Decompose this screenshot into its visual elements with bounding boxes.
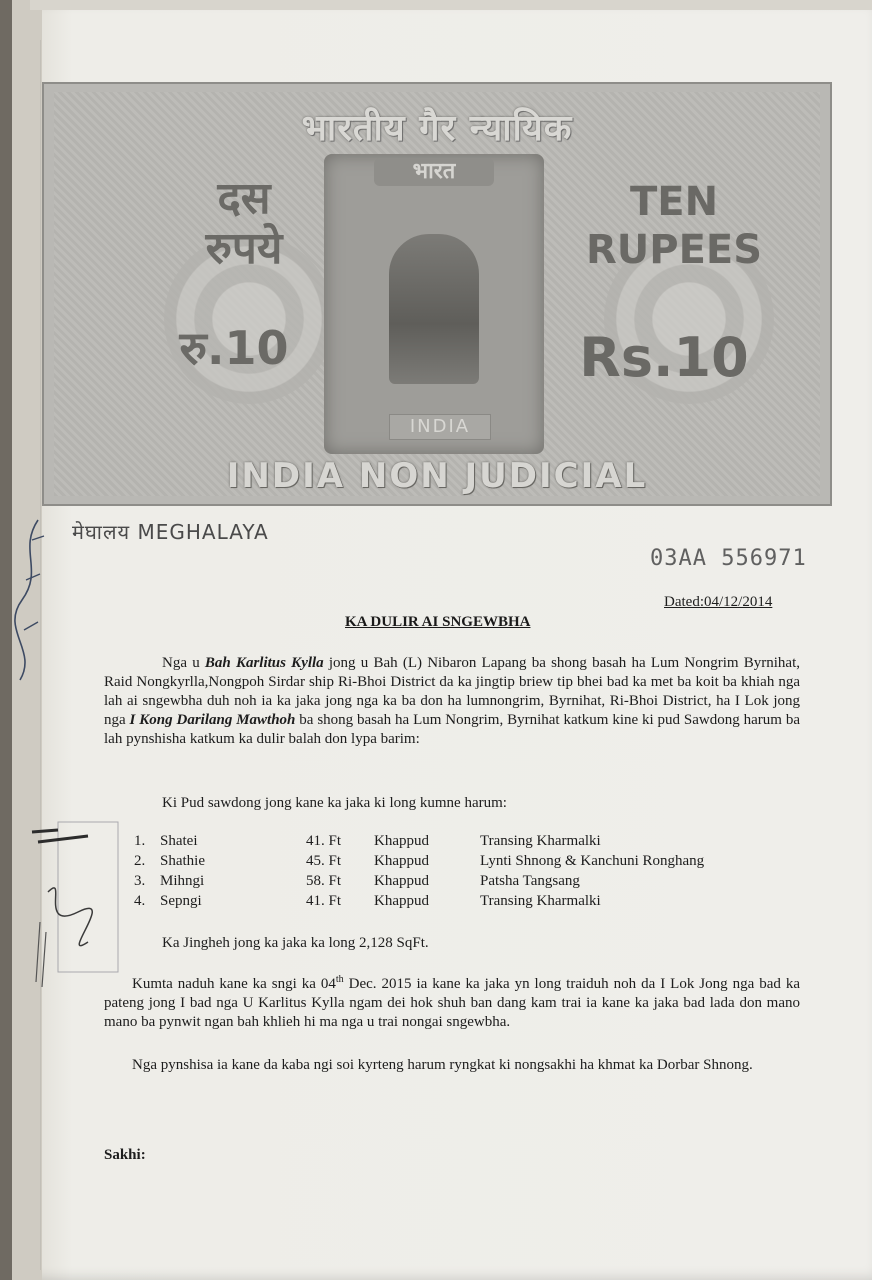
ashoka-emblem-icon <box>389 234 479 384</box>
land-area: Ka Jingheh jong ka jaka ka long 2,128 SqFt. <box>162 935 429 951</box>
transfer-paragraph <box>104 970 800 1032</box>
emblem-hindi-country: भारत <box>374 158 494 186</box>
witness-label: Sakhi: <box>104 1147 146 1163</box>
boundary-type: Khappud <box>374 853 429 869</box>
declarant-name: Bah Karlitus Kylla <box>204 655 324 671</box>
document-date: Dated:04/12/2014 <box>664 594 773 610</box>
hindi-word-2: रुपये <box>205 223 283 274</box>
hindi-value-words <box>164 174 324 274</box>
boundary-side: Mihngi <box>160 873 205 889</box>
boundary-side: Shathie <box>160 853 205 869</box>
boundary-side: Shatei <box>160 833 198 849</box>
para1-text-2: jong u Bah (L) Nibaron Lapang ba shong basah ha Lum Nongrim Byrnihat, Raid Nongkyrlla,Nongpoh Sirdar ship Ri-Bhoi District da ka jingtip briew tip bhei bad ka met ba koit ba khiah nga lah ai sngewbha duh noh ia ka jaka jong nga ka ba don ha lumnongrim, Byrnihat, Ri-Bhoi District, ha I Lok jong nga <box>104 655 800 728</box>
hindi-word-1: दस <box>217 173 271 224</box>
para2-text-2: Dec. 2015 ia kane ka jaka yn long traiduh noh da I Lok Jong nga bad ka pateng jong I bad nga U Karlitus Kylla ngam dei hok shuh ban dang kam trai ia kane ka jaka bad lada don mano mano ba pynwit ngan bah khlieh hi ma nga u trai nongai sngewbha. <box>104 976 800 1030</box>
stamp-paper-header <box>42 82 832 506</box>
boundary-number: 2. <box>134 853 146 869</box>
boundaries-intro: Ki Pud sawdong jong kane ka jaka ki long kumne harum: <box>162 795 507 811</box>
stamp-footer-text: INDIA NON JUDICIAL <box>226 456 648 496</box>
english-value-words <box>584 178 764 274</box>
english-word-1: TEN <box>629 179 719 225</box>
boundary-number: 1. <box>134 833 146 849</box>
boundary-length: 41. Ft <box>306 833 342 849</box>
english-value: Rs.10 <box>579 326 749 389</box>
state-label: मेघालय MEGHALAYA <box>72 520 269 544</box>
boundary-type: Khappud <box>374 873 429 889</box>
para1-text-3: ba shong basah ha Lum Nongrim, Byrnihat katkum kine ki pud Sawdong harum ba lah pynshisha katkum ka dulir balah don lypa barim: <box>104 712 800 747</box>
boundary-length: 41. Ft <box>306 893 342 909</box>
margin-signature <box>8 510 48 690</box>
serial-number: 03AA 556971 <box>650 546 807 571</box>
boundary-owner: Lynti Shnong & Kanchuni Ronghang <box>480 853 705 869</box>
boundary-number: 4. <box>134 893 146 909</box>
hindi-value: रु.10 <box>179 321 289 375</box>
english-word-2: RUPEES <box>585 227 763 273</box>
para1-text-1: Nga u <box>162 655 205 671</box>
boundary-type: Khappud <box>374 893 429 909</box>
emblem-country-label: INDIA <box>389 414 491 440</box>
recipient-name: I Kong Darilang Mawthoh <box>129 712 296 728</box>
attestation-paragraph <box>104 1056 800 1075</box>
boundary-length: 58. Ft <box>306 873 342 889</box>
document-title: KA DULIR AI SNGEWBHA <box>345 614 531 630</box>
boundary-owner: Patsha Tangsang <box>480 873 580 889</box>
boundary-number: 3. <box>134 873 146 889</box>
page-top-edge <box>30 0 872 10</box>
boundary-side: Sepngi <box>160 893 202 909</box>
boundary-type: Khappud <box>374 833 429 849</box>
declaration-paragraph <box>104 654 800 749</box>
para2-text-1: Kumta naduh kane ka sngi ka 04 <box>132 976 336 992</box>
para2-superscript: th <box>335 974 344 985</box>
para3-text: Nga pynshisa ia kane da kaba ngi soi kyrteng harum ryngkat ki nongsakhi ha khmat ka Dorbar Shnong. <box>132 1057 753 1073</box>
boundary-owner: Transing Kharmalki <box>480 893 601 909</box>
boundary-owner: Transing Kharmalki <box>480 833 601 849</box>
stamp-hindi-title: भारतीय गैर न्यायिक <box>301 108 573 149</box>
boundary-length: 45. Ft <box>306 853 342 869</box>
